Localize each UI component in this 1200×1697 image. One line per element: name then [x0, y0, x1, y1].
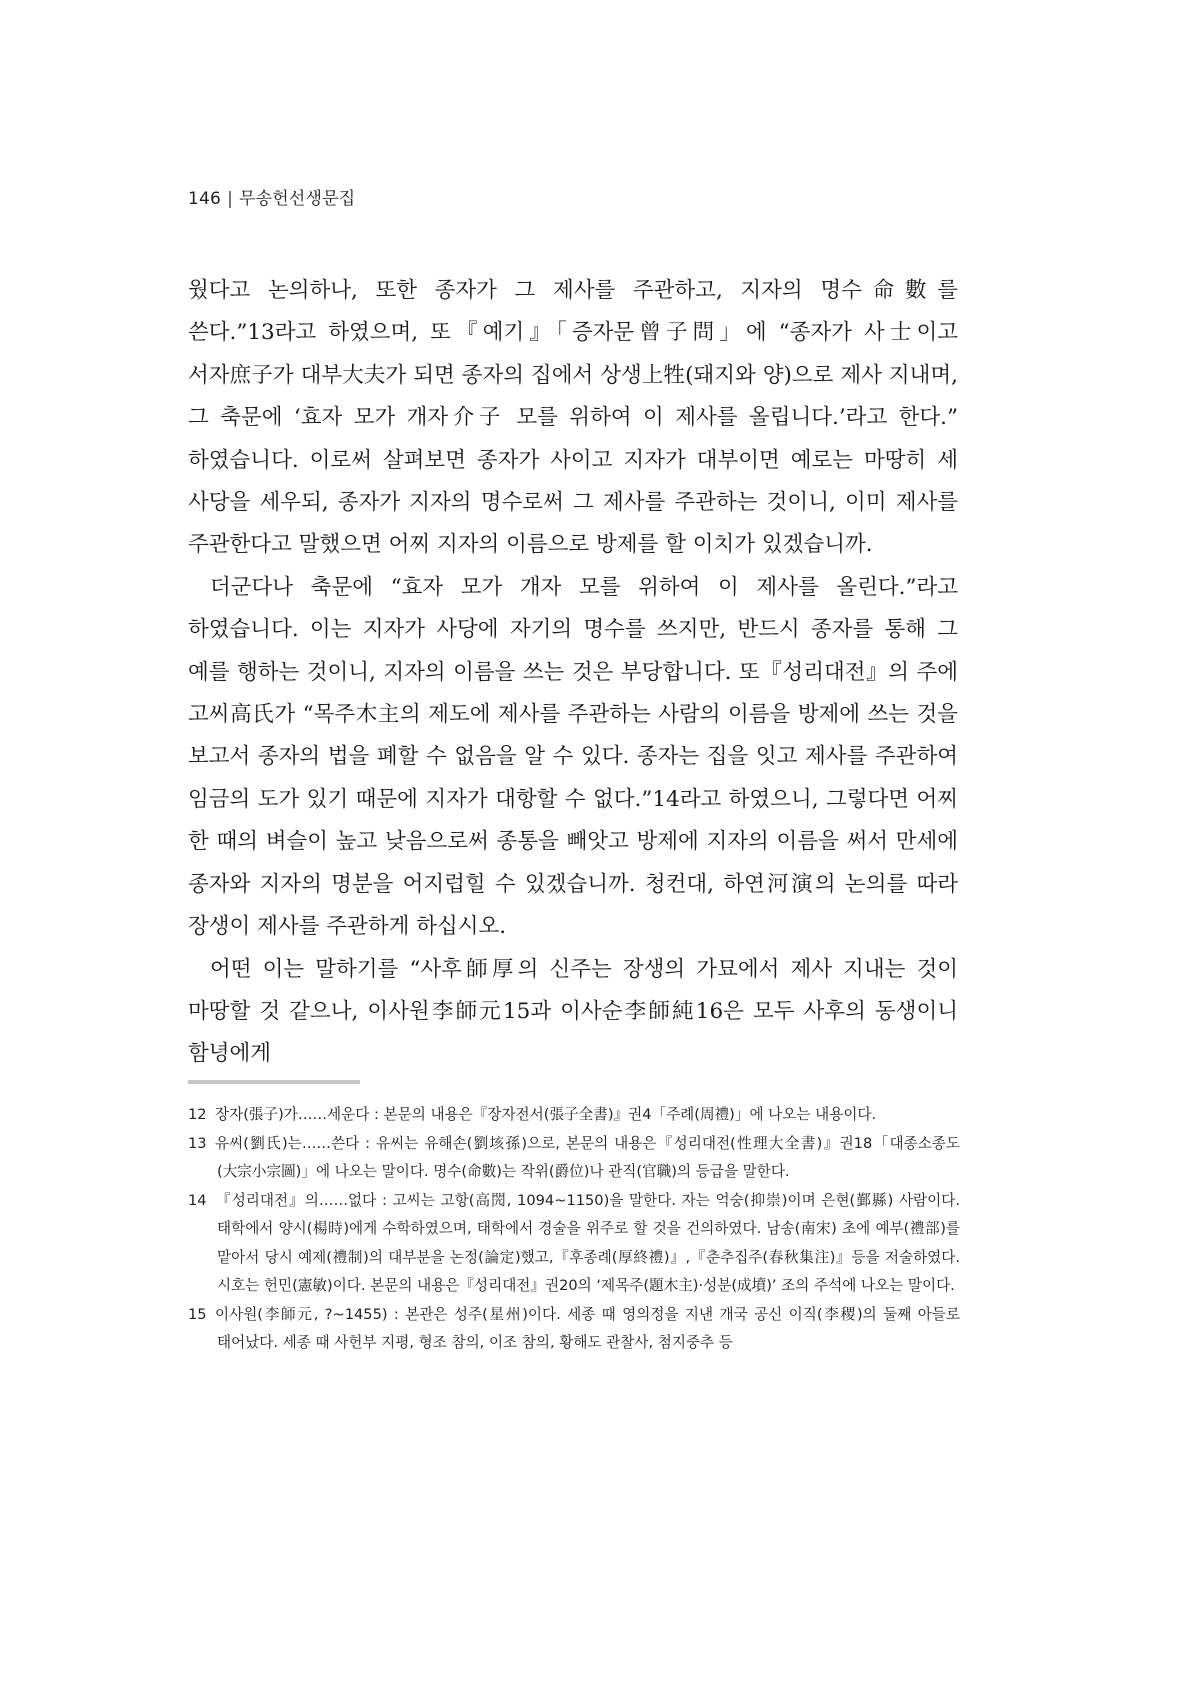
paragraph-3: 어떤 이는 말하기를 “사후師厚의 신주는 장생의 가묘에서 제사 지내는 것이 마땅할 것 같으나, 이사원李師元15과 이사순李師純16은 모두 사후의 동생이니 함녕에게 [188, 956, 958, 1067]
main-text [188, 270, 958, 1076]
footnote-text: 유씨(劉氏)는……쓴다 : 유씨는 유해손(劉垓孫)으로, 본문의 내용은『성리대전(性理大全書)』권18「대종소종도(大宗小宗圖)」에 나오는 말이다. 명수(命數)는 작위(爵位)나 관직(官職)의 등급을 말한다. [215, 1134, 960, 1180]
footnote-number: 12 [188, 1106, 207, 1123]
footnote-13 [188, 1130, 960, 1187]
paragraph-1: 웠다고 논의하나, 또한 종자가 그 제사를 주관하고, 지자의 명수命數를 쓴다.”13라고 하였으며, 또『예기』「증자문曾子問」에 “종자가 사士이고 서자庶子가 대부大夫가 되면 종자의 집에서 상생上牲(돼지와 양)으로 제사 지내며, 그 축문에 ‘효자 모가 개자介子 모를 위하여 이 제사를 올립니다.’라고 한다.” 하였습니다. 이로써 살펴보면 종자가 사이고 지자가 대부이면 예로는 마땅히 세 사당을 세우되, 종자가 지자의 명수로써 그 제사를 주관하는 것이니, 이미 제사를 주관한다고 말했으면 어찌 지자의 이름으로 방제를 할 이치가 있겠습니까. [188, 278, 958, 558]
footnote-15 [188, 1301, 960, 1358]
running-header [188, 184, 355, 209]
footnote-12 [188, 1101, 960, 1130]
footnote-number: 15 [188, 1305, 207, 1323]
header-separator: | [227, 189, 233, 209]
footnote-number: 13 [188, 1134, 207, 1152]
footnote-divider [188, 1080, 360, 1084]
footnotes [188, 1101, 960, 1358]
page-number: 146 [188, 189, 222, 209]
paragraph-2: 더군다나 축문에 “효자 모가 개자 모를 위하여 이 제사를 올린다.”라고 하였습니다. 이는 지자가 사당에 자기의 명수를 쓰지만, 반드시 종자를 통해 그 예를 행하는 것이니, 지자의 이름을 쓰는 것은 부당합니다. 또『성리대전』의 주에 고씨高氏가 “목주木主의 제도에 제사를 주관하는 사람의 이름을 방제에 쓰는 것을 보고서 종자의 법을 폐할 수 없음을 알 수 있다. 종자는 집을 잇고 제사를 주관하여 임금의 도가 있기 때문에 지자가 대항할 수 없다.”14라고 하였으니, 그렇다면 어찌 한 때의 벼슬이 높고 낮음으로써 종통을 빼앗고 방제에 지자의 이름을 써서 만세에 종자와 지자의 명분을 어지럽힐 수 있겠습니까. 청컨대, 하연河演의 논의를 따라 장생이 제사를 주관하게 하십시오. [188, 574, 958, 940]
footnote-text: 『성리대전』의……없다 : 고씨는 고항(高閌, 1094~1150)을 말한다. 자는 억숭(抑崇)이며 은현(鄞縣) 사람이다. 태학에서 양시(楊時)에게 수학하였으며, 태학에서 경술을 위주로 할 것을 건의하였다. 남송(南宋) 초에 예부(禮部)를 맡아서 당시 예제(禮制)의 대부분을 논정(論定)했고,『후종례(厚終禮)』,『춘추집주(春秋集注)』등을 저술하였다. 시호는 헌민(憲敏)이다. 본문의 내용은『성리대전』권20의 ‘제목주(題木主)·성분(成墳)’ 조의 주석에 나오는 말이다. [215, 1191, 960, 1294]
footnote-number: 14 [188, 1191, 207, 1209]
footnote-text: 장자(張子)가……세운다 : 본문의 내용은『장자전서(張子全書)』권4「주례(周禮)」에 나오는 내용이다. [215, 1106, 877, 1123]
footnote-14 [188, 1187, 960, 1301]
book-title: 무송헌선생문집 [239, 189, 356, 209]
footnote-text: 이사원(李師元, ?~1455) : 본관은 성주(星州)이다. 세종 때 영의정을 지낸 개국 공신 이직(李稷)의 둘째 아들로 태어났다. 세종 때 사헌부 지평, 형조 참의, 이조 참의, 황해도 관찰사, 첨지중추 등 [215, 1305, 960, 1351]
